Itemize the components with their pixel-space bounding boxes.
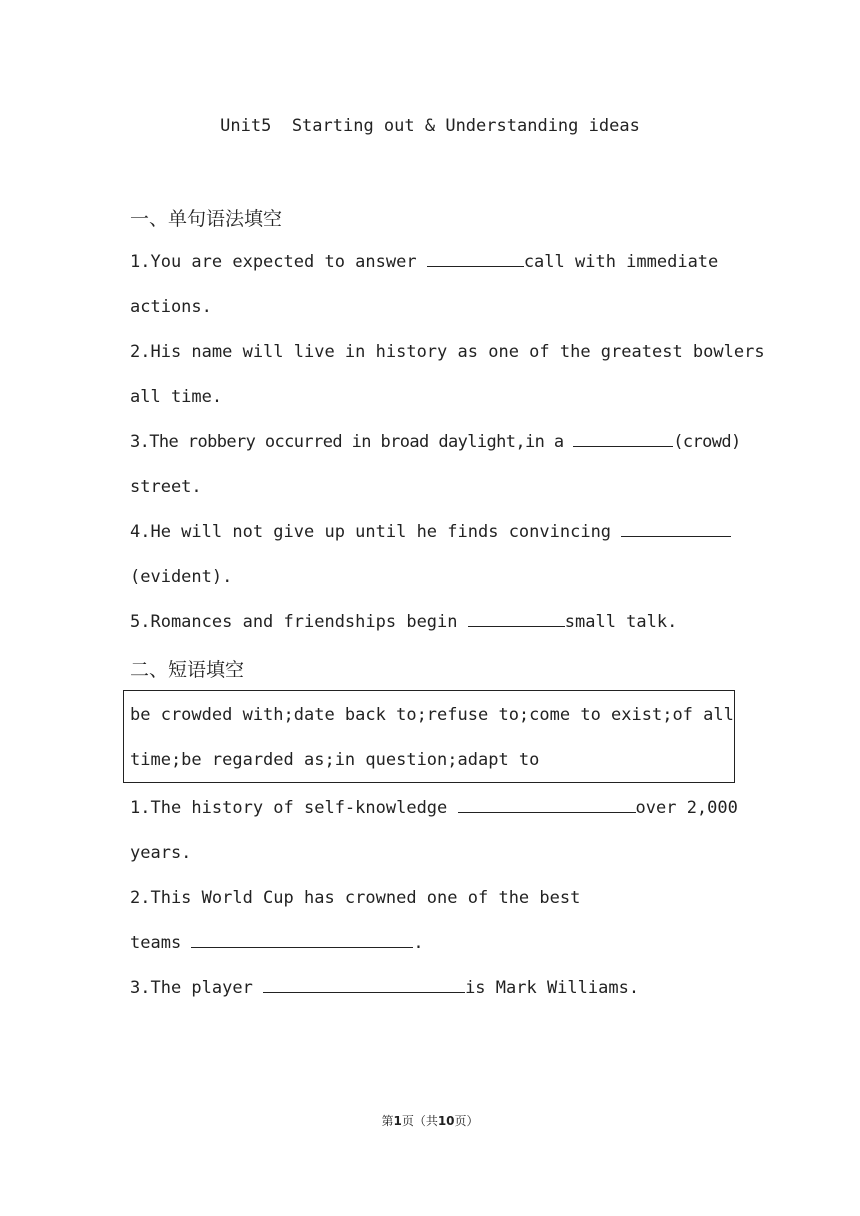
footer-prefix: 第 xyxy=(381,1114,394,1128)
footer-suffix: 页） xyxy=(454,1114,479,1128)
phrase-bank-line-1: be crowded with;date back to;refuse to;come to exist;of all xyxy=(130,705,734,725)
question-text: over 2,000 xyxy=(635,798,738,818)
question-4-continuation: (evident). xyxy=(130,567,233,587)
page-title: Unit5 Starting out & Understanding ideas xyxy=(220,116,640,136)
question-text: 1.You are expected to answer xyxy=(130,252,427,272)
answer-blank[interactable] xyxy=(191,933,413,948)
phrase-question-1-continuation: years. xyxy=(130,843,192,863)
page-footer xyxy=(0,1112,860,1129)
question-2-line: 2.His name will live in history as one of the greatest bowlers xyxy=(130,342,765,362)
question-1-line xyxy=(130,252,718,272)
question-text: small talk. xyxy=(564,612,678,632)
answer-blank[interactable] xyxy=(458,798,636,813)
question-5-line xyxy=(130,612,677,632)
question-text: 3.The player xyxy=(130,978,264,998)
question-text: 4.He will not give up until he finds convincing xyxy=(130,522,622,542)
question-text: is Mark Williams. xyxy=(465,978,640,998)
section-heading-phrases: 二、短语填空 xyxy=(130,659,245,681)
answer-blank[interactable] xyxy=(263,978,465,993)
phrase-question-3-line xyxy=(130,978,639,998)
answer-blank[interactable] xyxy=(573,432,673,447)
question-text: 3.The robbery occurred in broad daylight,in a xyxy=(130,432,574,452)
question-3-line xyxy=(130,432,741,452)
phrase-bank-line-2: time;be regarded as;in question;adapt to xyxy=(130,750,540,770)
phrase-question-1-line xyxy=(130,798,738,818)
question-4-line xyxy=(130,522,731,542)
question-1-continuation: actions. xyxy=(130,297,212,317)
footer-total-pages: 10 xyxy=(437,1114,455,1128)
question-text: 5.Romances and friendships begin xyxy=(130,612,468,632)
answer-blank[interactable] xyxy=(427,252,524,267)
footer-page-number: 1 xyxy=(393,1114,402,1128)
question-text: teams xyxy=(130,933,192,953)
question-text: call with immediate xyxy=(523,252,719,272)
question-2-continuation: all time. xyxy=(130,387,223,407)
section-heading-grammar: 一、单句语法填空 xyxy=(130,208,283,230)
question-text: . xyxy=(413,933,424,953)
phrase-question-2-line: 2.This World Cup has crowned one of the best xyxy=(130,888,581,908)
phrase-question-2-continuation xyxy=(130,933,424,953)
answer-blank[interactable] xyxy=(621,522,731,537)
footer-middle: 页（共 xyxy=(401,1114,438,1128)
answer-blank[interactable] xyxy=(468,612,565,627)
question-text: (crowd) xyxy=(673,432,741,452)
question-3-continuation: street. xyxy=(130,477,202,497)
question-text: 1.The history of self-knowledge xyxy=(130,798,458,818)
